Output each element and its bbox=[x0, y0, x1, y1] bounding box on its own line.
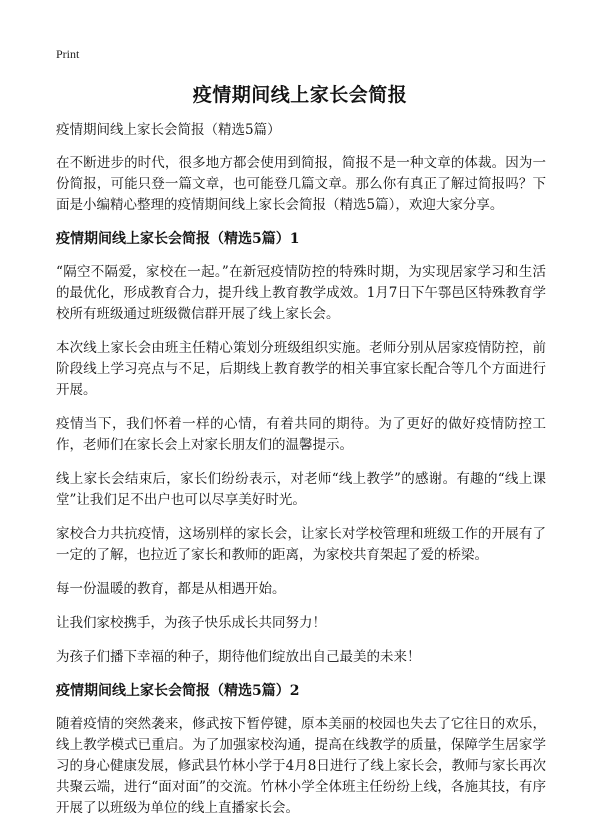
print-link[interactable]: Print bbox=[56, 47, 80, 61]
section-1-paragraph: 每一份温暖的教育，都是从相遇开始。 bbox=[56, 581, 286, 597]
section-1-paragraph: “隔空不隔爱，家校在一起。”在新冠疫情防控的特殊时期，为实现居家学习和生活的最优化，形成教育合力，提升线上教育教学成效。1月7日下午鄠邑区特殊教育学校所有班级通过班级微信群开展了线上家长会。 bbox=[56, 264, 546, 322]
article-body bbox=[56, 120, 546, 832]
section-1-paragraph: 本次线上家长会由班主任精心策划分班级组织实施。老师分别从居家疫情防控，前阶段线上学习亮点与不足，后期线上教育教学的相关事宜家长配合等几个方面进行开展。 bbox=[56, 340, 546, 398]
section-1-paragraph: 线上家长会结束后，家长们纷纷表示，对老师“线上教学”的感谢。有趣的“线上课堂”让我们足不出户也可以尽享美好时光。 bbox=[56, 471, 546, 508]
section-1-heading: 疫情期间线上家长会简报（精选5篇）1 bbox=[56, 231, 300, 247]
section-1-paragraph: 疫情当下，我们怀着一样的心情，有着共同的期待。为了更好的做好疫情防控工作，老师们在家长会上对家长朋友们的温馨提示。 bbox=[56, 416, 546, 453]
section-1-paragraph: 为孩子们播下幸福的种子，期待他们绽放出自己最美的未来！ bbox=[56, 649, 421, 665]
article-subtitle: 疫情期间线上家长会简报（精选5篇） bbox=[56, 122, 281, 138]
section-1-paragraph: 让我们家校携手，为孩子快乐成长共同努力！ bbox=[56, 615, 326, 631]
intro-paragraph: 在不断进步的时代，很多地方都会使用到简报，简报不是一种文章的体裁。因为一份简报，可能只登一篇文章，也可能登几篇文章。那么你有真正了解过简报吗？下面是小编精心整理的疫情期间线上家长会简报（精选5篇），欢迎大家分享。 bbox=[56, 155, 546, 213]
section-2-heading: 疫情期间线上家长会简报（精选5篇）2 bbox=[56, 683, 300, 699]
page-title: 疫情期间线上家长会简报 bbox=[192, 84, 408, 106]
section-1-paragraph: 家校合力共抗疫情，这场别样的家长会，让家长对学校管理和班级工作的开展有了一定的了解，也拉近了家长和教师的距离，为家校共育架起了爱的桥梁。 bbox=[56, 526, 546, 563]
section-2-paragraph: 随着疫情的突然袭来，修武按下暂停键，原本美丽的校园也失去了它往日的欢乐，线上教学模式已重启。为了加强家校沟通，提高在线教学的质量，保障学生居家学习的身心健康发展，修武县竹林小学于4月8日进行了线上家长会，教师与家长再次共聚云端，进行“面对面”的交流。竹林小学全体班主任纷纷上线，各施其技，有序开展了以班级为单位的线上直播家长会。 bbox=[56, 716, 546, 816]
